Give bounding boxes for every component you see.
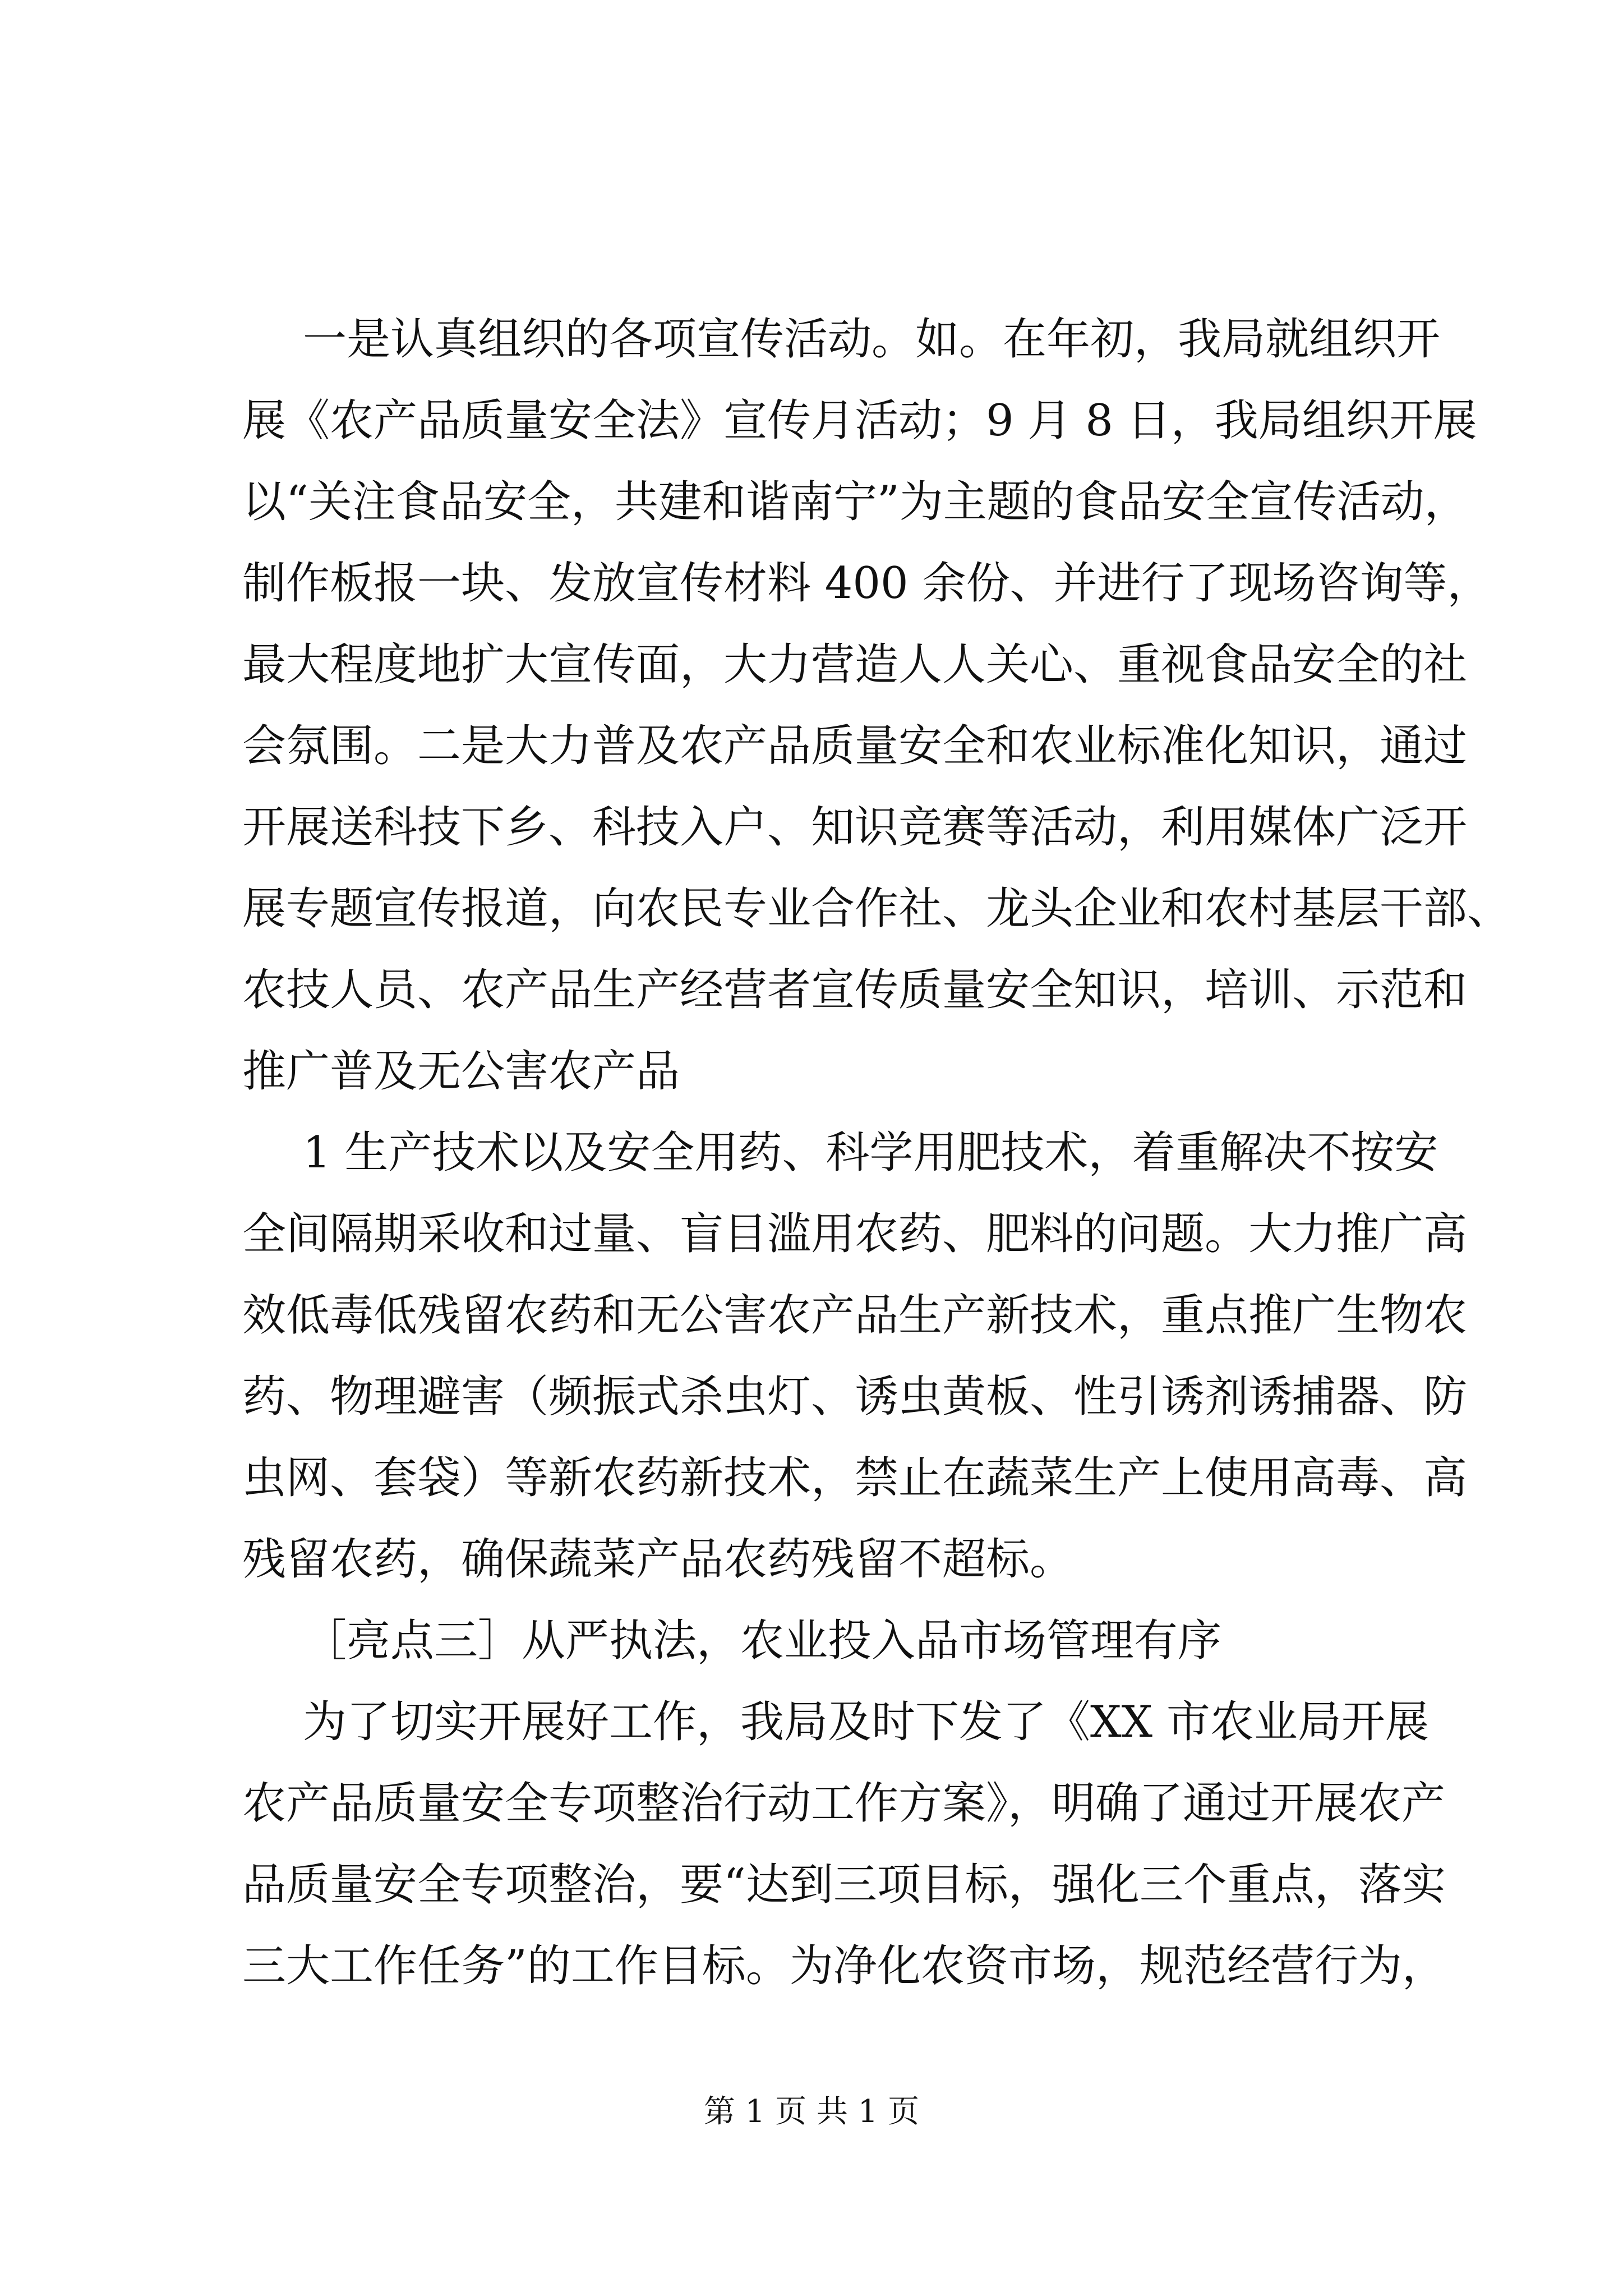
paragraph-line: 虫网、套袋）等新农药新技术，禁止在蔬菜生产上使用高毒、高 [242, 1453, 1468, 1503]
paragraph-line: 效低毒低残留农药和无公害农产品生产新技术，重点推广生物农 [242, 1290, 1468, 1341]
paragraph-line: 展专题宣传报道，向农民专业合作社、龙头企业和农村基层干部、 [242, 884, 1511, 934]
paragraph-line: 品质量安全专项整治，要“达到三项目标，强化三个重点，落实 [242, 1860, 1446, 1910]
paragraph-line: 残留农药，确保蔬菜产品农药残留不超标。 [242, 1534, 1074, 1585]
paragraph-line: 推广普及无公害农产品 [242, 1046, 680, 1097]
paragraph-line: 三大工作任务”的工作目标。为净化农资市场，规范经营行为， [242, 1941, 1446, 1991]
paragraph-line: 1 生产技术以及安全用药、科学用肥技术，着重解决不按安 [303, 1128, 1438, 1178]
paragraph-line: 药、物理避害（频振式杀虫灯、诱虫黄板、性引诱剂诱捕器、防 [242, 1372, 1468, 1422]
section-heading: ［亮点三］从严执法，农业投入品市场管理有序 [303, 1616, 1222, 1666]
paragraph-line: 为了切实开展好工作，我局及时下发了《XX 市农业局开展 [303, 1697, 1429, 1747]
paragraph-line: 最大程度地扩大宣传面，大力营造人人关心、重视食品安全的社 [242, 639, 1468, 690]
paragraph-line: 农技人员、农产品生产经营者宣传质量安全知识，培训、示范和 [242, 965, 1468, 1015]
paragraph-line: 展《农产品质量安全法》宣传月活动；9 月 8 日，我局组织开展 [242, 395, 1477, 446]
paragraph-line: 一是认真组织的各项宣传活动。如。在年初，我局就组织开 [303, 314, 1441, 365]
page-footer: 第 1 页 共 1 页 [703, 2093, 920, 2130]
paragraph-line: 农产品质量安全专项整治行动工作方案》，明确了通过开展农产 [242, 1778, 1446, 1829]
paragraph-line: 开展送科技下乡、科技入户、知识竞赛等活动，利用媒体广泛开 [242, 802, 1468, 853]
paragraph-line: 以“关注食品安全，共建和谐南宁”为主题的食品安全宣传活动， [242, 477, 1468, 527]
paragraph-line: 全间隔期采收和过量、盲目滥用农药、肥料的问题。大力推广高 [242, 1209, 1468, 1259]
paragraph-line: 会氛围。二是大力普及农产品质量安全和农业标准化知识，通过 [242, 721, 1468, 771]
paragraph-line: 制作板报一块、发放宣传材料 400 余份、并进行了现场咨询等， [242, 558, 1491, 609]
